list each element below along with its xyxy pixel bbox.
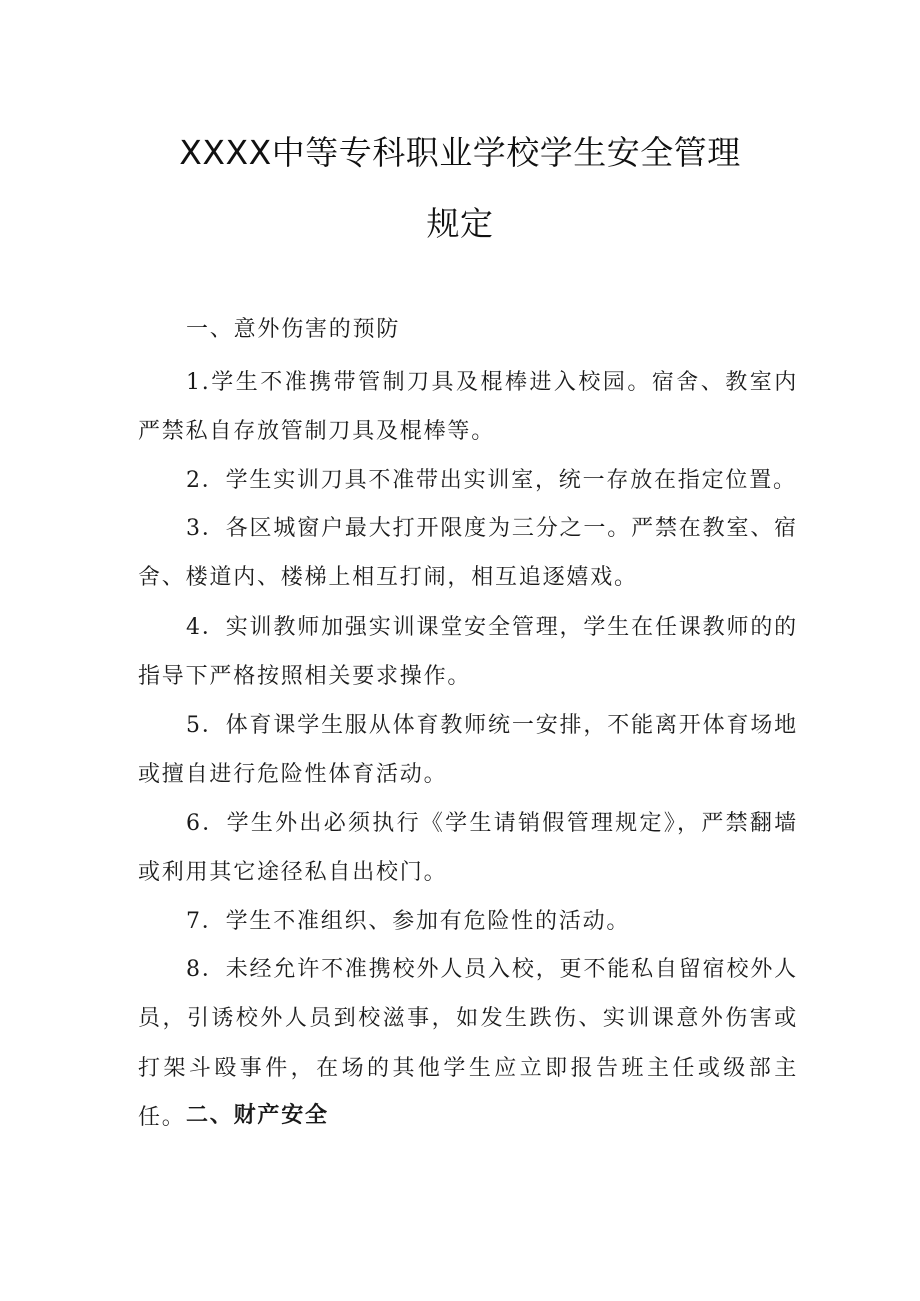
- rule-item-6: 6．学生外出必须执行《学生请销假管理规定》，严禁翻墙或利用其它途径私自出校门。: [138, 811, 798, 886]
- rule-item-5: 5．体育课学生服从体育教师统一安排，不能离开体育场地或擅自进行危险性体育活动。: [138, 713, 798, 788]
- document-title-line-2: 规定: [426, 204, 494, 243]
- rule-item-7: 7．学生不准组织、参加有危险性的活动。: [186, 909, 631, 934]
- rule-item-2: 2．学生实训刀具不准带出实训室，统一存放在指定位置。: [186, 468, 797, 493]
- rule-item-3: 3．各区城窗户最大打开限度为三分之一。严禁在教室、宿舍、楼道内、楼梯上相互打闹，相互追逐嬉戏。: [138, 516, 798, 591]
- section-heading-accident-prevention: 一、意外伤害的预防: [186, 317, 401, 342]
- document-title-line-1: XXXX中等专科职业学校学生安全管理: [179, 133, 741, 172]
- section-heading-property-safety: 二、财产安全: [186, 1103, 329, 1128]
- rule-item-8: 8．未经允许不准携校外人员入校，更不能私自留宿校外人员，引诱校外人员到校滋事，如发生跌伤、实训课意外伤害或打架斗殴事件，在场的其他学生应立即报告班主任或级部主任。: [138, 957, 798, 1131]
- rule-item-1: 1.学生不准携带管制刀具及棍棒进入校园。宿舍、教室内严禁私自存放管制刀具及棍棒等。: [138, 370, 798, 445]
- rule-item-4: 4．实训教师加强实训课堂安全管理，学生在任课教师的的指导下严格按照相关要求操作。: [138, 615, 798, 690]
